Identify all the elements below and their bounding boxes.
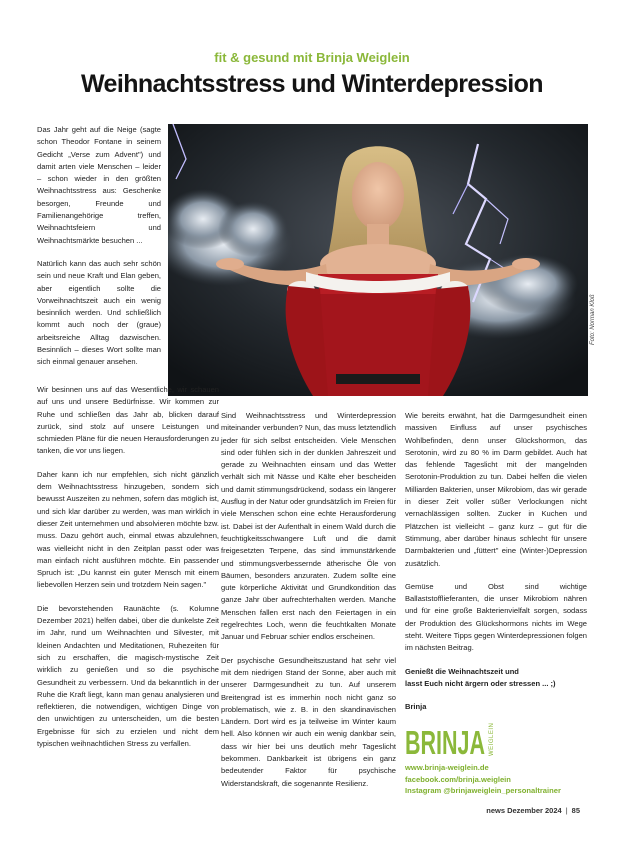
- brinja-wordmark: [405, 720, 497, 760]
- brinja-wordmark-text: BRINJA: [405, 724, 485, 760]
- instagram-link[interactable]: Instagram @brinjaweiglein_personaltrainer: [405, 786, 561, 795]
- weiglein-subword: WEIGLEIN: [489, 722, 495, 756]
- paragraph: Der psychische Gesundheitszustand hat sehr viel mit dem niedrigen Stand der Sonne, aber auch mit unserer Darmgesundheit zu tun. Auf unserem Breitengrad ist es immerhin noch nicht ganz so problematisch, wie z. B. in den skandinavischen Ländern. Dort wird es ja teilweise im Winter kaum hell. Also können wir auch ein wenig dankbar sein, dass wir hier bei uns deutlich mehr Tageslicht bekommen. Dankbarkeit ist übrigens ein ganz bedeutender Faktor für psychische Widerstandskraft, die sogenannte Resilienz.: [221, 655, 396, 788]
- paragraph: Wir besinnen uns auf das Wesentliche, wir schauen auf uns und unsere Bedürfnisse. Wir kommen zur Ruhe und schließen das Jahr ab, blicken darauf zurück, sind stolz auf unsere Leistungen und schmieden Pläne für die neuen Herausforderungen zu tanken, die vor uns liegen.: [37, 385, 219, 456]
- page-number: 85: [571, 806, 580, 815]
- paragraph: Natürlich kann das auch sehr schön sein und neue Kraft und Elan geben, aber eigentlich sollte die Vorweihnachtszeit auch ein wenig besinnlich werden. Und schließlich kommt auch noch der (graue) arbeitsreiche Alltag dazwischen. Besinnlich – dieses Wort sollte man sich einmal genauer ansehen.: [37, 258, 161, 367]
- website-link[interactable]: www.brinja-weiglein.de: [405, 763, 489, 772]
- column-kicker: fit & gesund mit Brinja Weiglein: [214, 50, 410, 65]
- brinja-logo: [405, 720, 497, 760]
- article-column-2: [221, 410, 396, 790]
- photo-credit: Foto: Norman Kloß: [590, 294, 596, 345]
- article-column-3: [405, 410, 587, 714]
- paragraph: Sind Weihnachtsstress und Winterdepression miteinander verbunden? Nun, das muss letztendlich jeder für sich selbst entscheiden. Viele Menschen sind oder fühlen sich in der dunklen Jahreszeit und gerade zu Weihnachten einsam und das Wetter verhält sich mit Nässe und Kälte eher bescheiden und damit stimmungsdrückend, sodass ein längerer Ausflug in der Natur oder grundsätzlich im Freien für viele Menschen schon eine echte Herausforderung ist. Dabei ist der Aufenthalt in einem Wald durch die feuchtigkeitsschwangere Luft und die damit freigesetzten Terpene, das sind immunstärkende und stimmungsverbessernde ätherische Öle von Bäumen, besonders anzuraten. Zudem sollte eine gute körperliche Aktivität und Grundkondition das ganze Jahr über aufrechterhalten werden. Manche Menschen fallen erst nach den Feiertagen in ein regelrechtes Loch, wenn die feuchtkalten Monate Januar und Februar schier endlos erscheinen.: [221, 411, 396, 642]
- woman-in-storm-image: [168, 124, 588, 396]
- paragraph: Die bevorstehenden Raunächte (s. Kolumne Dezember 2021) helfen dabei, über die dunkelste Zeit im Jahr, rund um Weihnachten und Silvester, mit kleinen Andachten und Meditationen, Ruhezeiten für sich zu erschaffen, die magisch-mystische Zeit wirklich zu genießen und so die psychische Gesundheit zu verbessern. Und da bekanntlich in der Ruhe die Kraft liegt, kann man genau analysieren und reflektieren, die notwendigen, wichtigen Dinge von den unwichtigen zu unterscheiden, um die besten Ergebnisse für sich zu erzielen und nicht dem typischen weihnachtlichen Stress zu verfallen.: [37, 603, 219, 749]
- article-column-1-continued: [37, 384, 219, 750]
- author-signature: Brinja: [405, 702, 427, 712]
- contact-links: [405, 762, 605, 797]
- closing-remark: [405, 666, 587, 691]
- publication-issue: news Dezember 2024: [486, 806, 562, 815]
- article-photo: [168, 124, 588, 396]
- closing-line-1: Genießt die Weihnachtszeit und: [405, 666, 519, 676]
- footer-separator: |: [565, 806, 568, 815]
- page-footer: [486, 806, 580, 815]
- article-column-1: [37, 124, 161, 369]
- paragraph: Wie bereits erwähnt, hat die Darmgesundheit einen massiven Einfluss auf unser psychisches Wohlbefinden, denn unser Glückshormon, das Serotonin, wird zu 80 % im Darm gebildet. Auch hat das fehlende Tageslicht mit der mangelnden Serotonin-Produktion zu tun. Dabei helfen die vielen Milliarden Bakterien, unser Mikrobiom, das wir gerade in dieser Zeit voller süßer Verlockungen nicht vernachlässigen sollten. Zucker in Kuchen und Plätzchen ist vielleicht – ganz kurz – gut für die Stimmung, aber darüber hinaus schlecht für unsere Darmbakterien und „füttert" eine (Winter-)Depression zusätzlich.: [405, 411, 587, 568]
- paragraph: Daher kann ich nur empfehlen, sich nicht gänzlich dem Weihnachtsstress hinzugeben, sondern sich bewusst Auszeiten zu nehmen, sofern das möglich ist, und sich klar darüber zu werden, was man wirklich in dieser Zeit unternehmen und absolvieren möchte bzw. muss. Dazu gehört auch, einmal etwas abzulehnen, was vielleicht nicht in den Zeitplan passt oder was man einfach nicht ausführen möchte. Ein passender Spruch ist: „Du kannst ein guter Mensch mit einem liebevollen Herzen sein und trotzdem Nein sagen.": [37, 469, 219, 590]
- paragraph: Das Jahr geht auf die Neige (sagte schon Theodor Fontane in seinem Gedicht „Verse zum Advent") und damit arten viele Menschen – leider – schon wieder in den größten Weihnachtsstress aus: Geschenke besorgen, Freunde und Familienangehörige treffen, Weihnachtsfeiern und Weihnachtsmärkte besuchen ...: [37, 125, 161, 245]
- article-title: Weihnachtsstress und Winterdepression: [81, 70, 543, 98]
- facebook-link[interactable]: facebook.com/brinja.weiglein: [405, 774, 511, 784]
- closing-line-2: lasst Euch nicht ärgern oder stressen ... ;): [405, 678, 556, 688]
- paragraph: Gemüse und Obst sind wichtige Ballaststofflieferanten, die unser Mikrobiom nähren und für eine große Bakterienvielfalt sorgen, sodass der Produktion des Glückshormons nichts im Wege steht. Weitere Tipps gegen Winterdepressionen folgen im nächsten Beitrag.: [405, 581, 587, 653]
